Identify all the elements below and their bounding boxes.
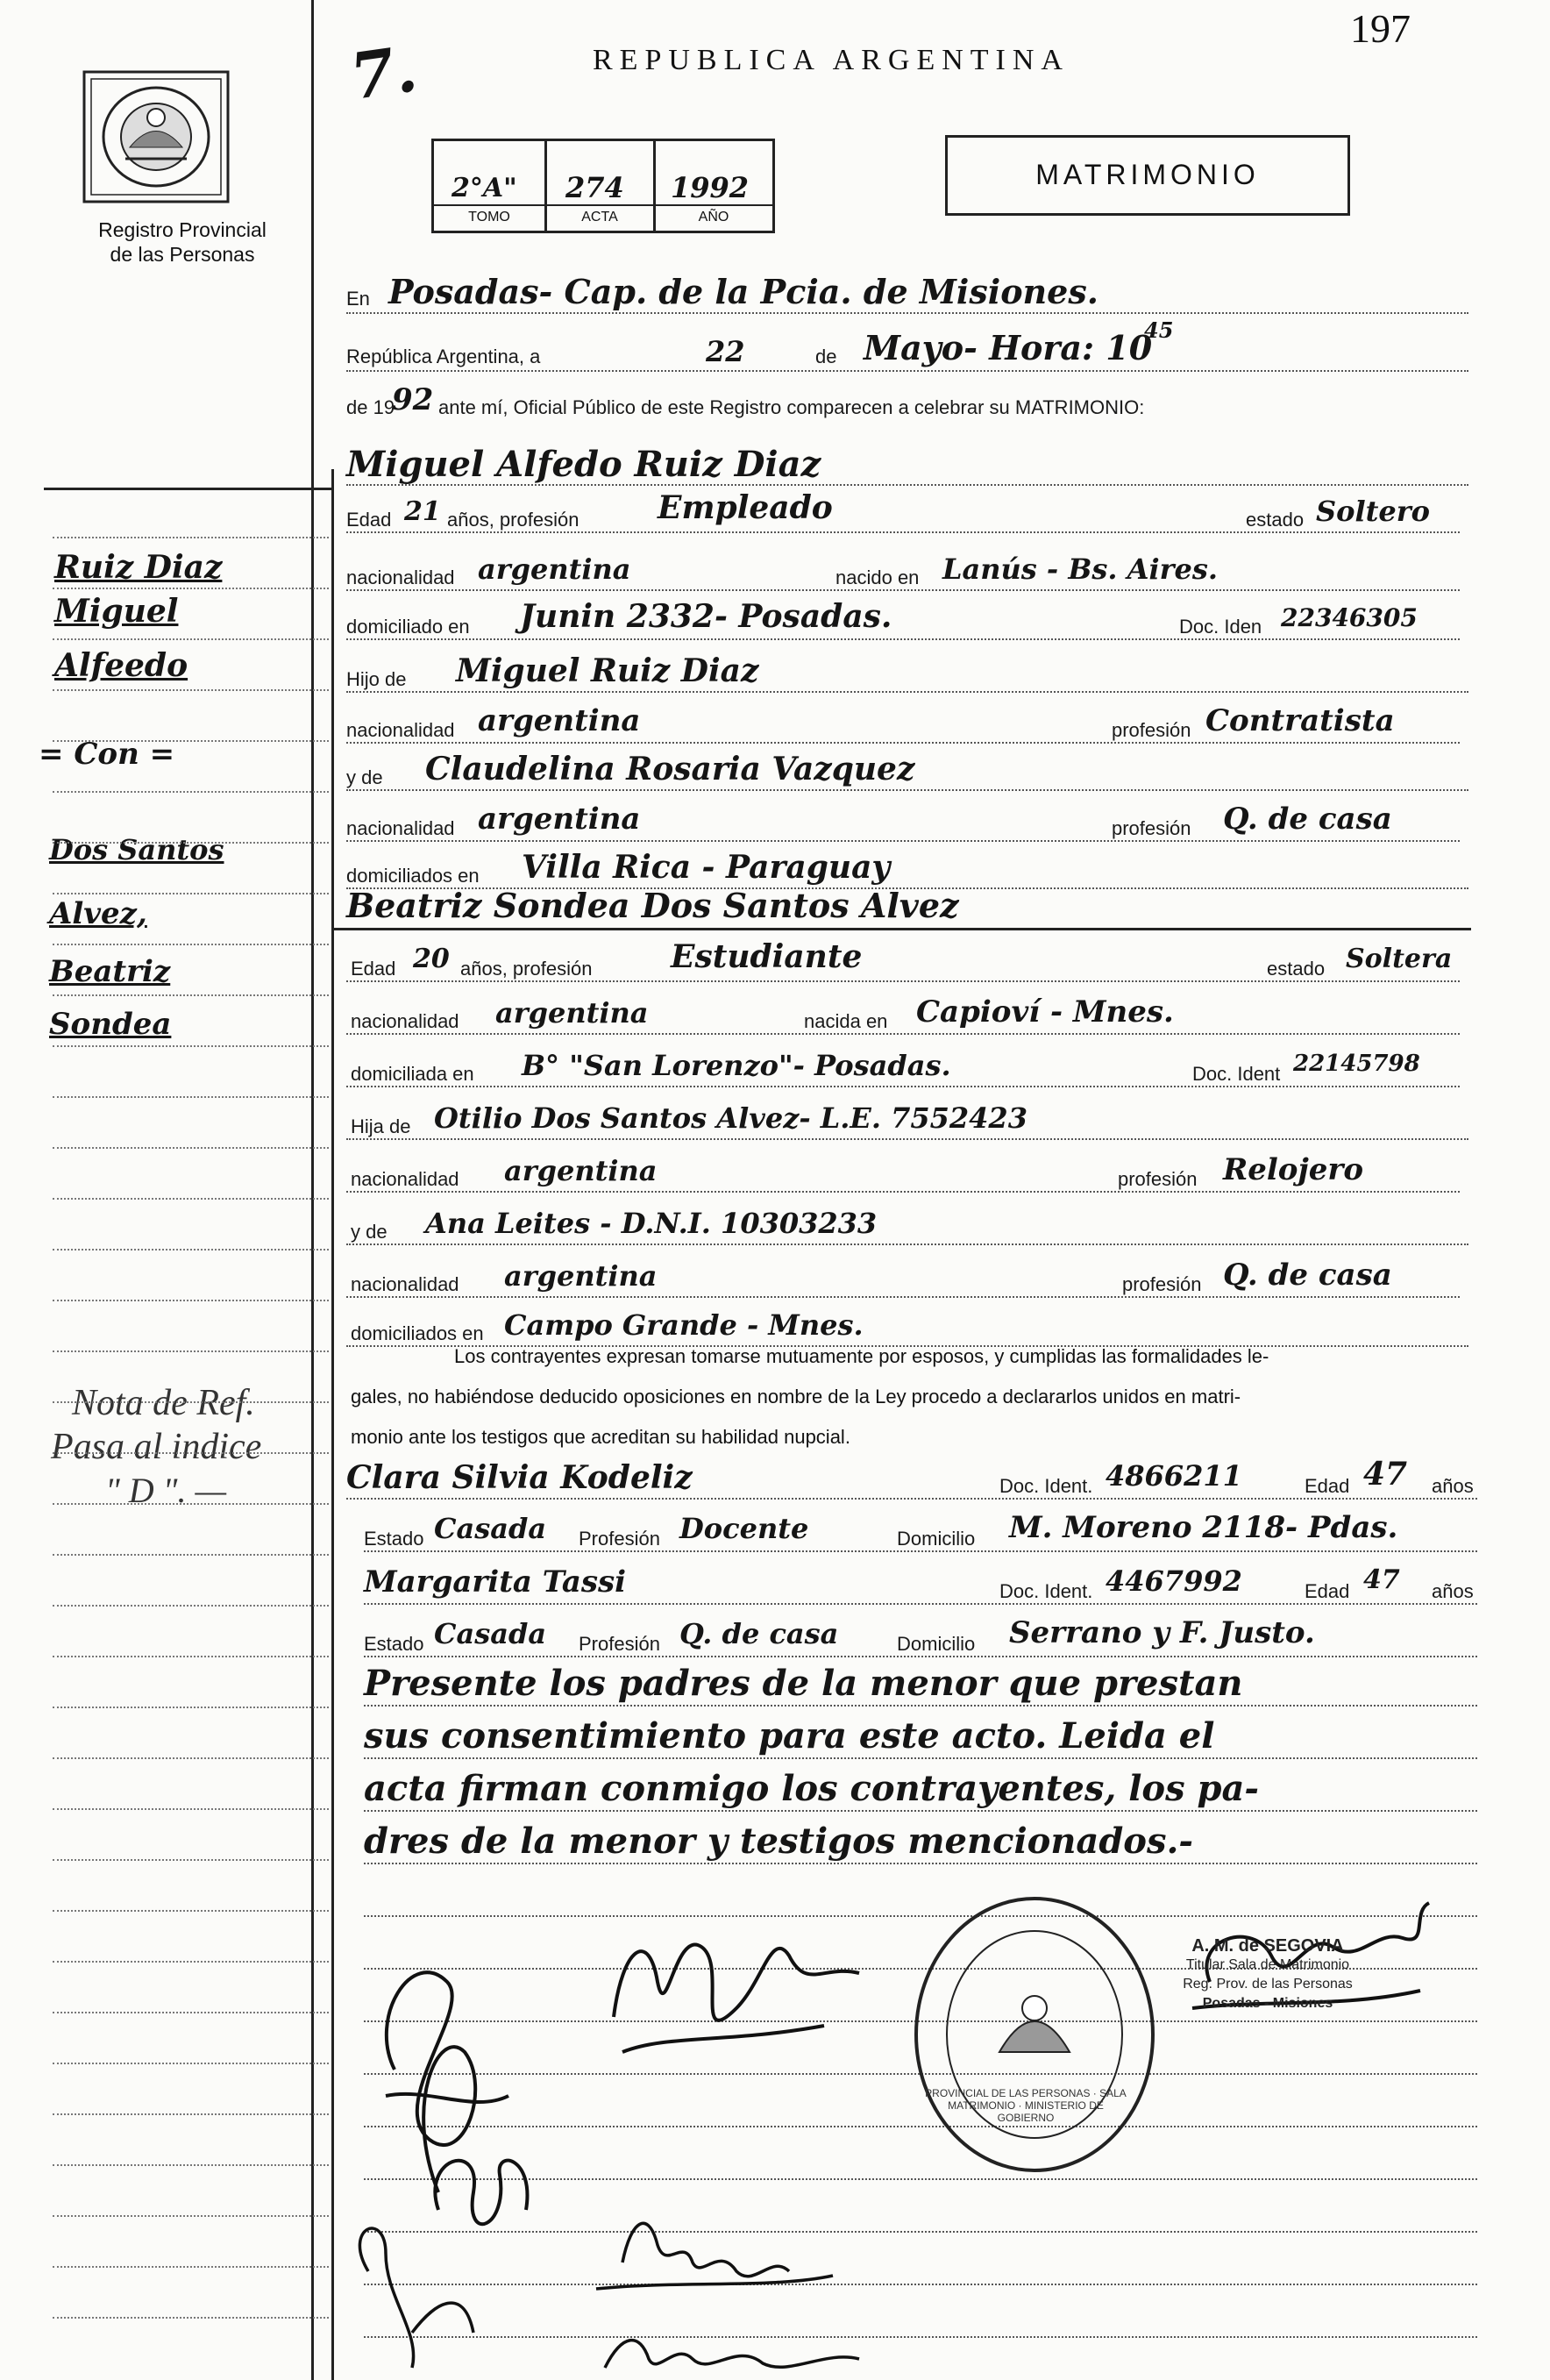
estado-label: estado — [1267, 958, 1326, 980]
margin-dotted-rule — [53, 2063, 329, 2064]
place-value: Posadas- Cap. de la Pcia. de Misiones. — [388, 272, 1099, 311]
margin-middlename-groom: Alfeedo — [54, 647, 188, 684]
groom-name-row — [346, 444, 1468, 486]
signature-groom — [386, 1972, 508, 2192]
declaration-line-2: gales, no habiéndose deducido oposiciones en nombre de la Ley procedo a declararlos unidos en matri- — [351, 1386, 1241, 1407]
official-stamp-text — [1092, 1936, 1443, 2013]
margin-dotted-rule — [53, 2215, 329, 2217]
nacionalidad-label: nacionalidad — [346, 719, 455, 741]
estado-label: Estado — [364, 1528, 424, 1550]
groom-age: 21 — [404, 496, 441, 527]
edad-label: Edad — [1305, 1475, 1350, 1497]
groom-father-nationality-row — [346, 703, 1460, 744]
margin-note-2: Pasa al indice — [51, 1427, 262, 1467]
official-office: Reg. Prov. de las Personas — [1183, 1977, 1353, 1992]
margin-dotted-rule — [53, 1503, 329, 1505]
hija-label: Hija de — [351, 1115, 411, 1137]
record-box — [431, 139, 775, 233]
witness-1-document: 4866211 — [1106, 1459, 1242, 1493]
groom-birthplace: Lanús - Bs. Aires. — [942, 552, 1219, 586]
margin-dotted-rule — [53, 2113, 329, 2115]
y-de-label: y de — [351, 1221, 388, 1243]
doc-label: Doc. Ident — [1192, 1063, 1281, 1085]
witness-1-marital-status: Casada — [434, 1512, 547, 1545]
bride-father-profession: Relojero — [1223, 1152, 1364, 1187]
estado-label: estado — [1246, 509, 1305, 531]
remark-line-1: Presente los padres de la menor que prestan — [364, 1663, 1243, 1704]
margin-dotted-rule — [53, 2266, 329, 2268]
witness-2-profession: Q. de casa — [679, 1617, 839, 1650]
margin-dotted-rule — [53, 1350, 329, 1352]
margin-dotted-rule — [53, 537, 329, 538]
witness-2-address: Serrano y F. Justo. — [1009, 1615, 1315, 1650]
bride-nationality-row — [346, 994, 1460, 1035]
signature-witness-1 — [596, 2223, 833, 2289]
margin-dotted-rule — [53, 740, 329, 742]
bride-nationality: argentina — [495, 996, 649, 1030]
margin-dotted-rule — [53, 1198, 329, 1200]
margin-surname-groom: Ruiz Diaz — [54, 549, 223, 586]
nacionalidad-label: nacionalidad — [351, 1273, 459, 1295]
profesion-label: profesión — [1118, 1168, 1198, 1190]
left-frame-line — [311, 0, 314, 2380]
intro-statement: ante mí, Oficial Público de este Registro comparecen a celebrar su MATRIMONIO: — [438, 396, 1145, 418]
doc-ident-label: Doc. Ident. — [999, 1580, 1093, 1602]
nacido-label: nacido en — [835, 566, 920, 588]
groom-mother-row — [346, 751, 1468, 791]
anos-label: años — [1432, 1475, 1474, 1497]
stamp-ring-text: PROVINCIAL DE LAS PERSONAS · SALA MATRIMONIO · MINISTERIO DE GOBIERNO — [925, 2087, 1127, 2124]
groom-nationality-row — [346, 554, 1460, 591]
witness-2-name: Margarita Tassi — [364, 1564, 627, 1600]
republica-label: República Argentina, a — [346, 346, 541, 367]
registry-label — [77, 217, 288, 267]
year-value: 92 — [392, 382, 434, 417]
bride-address-row — [346, 1051, 1460, 1087]
nacida-label: nacida en — [804, 1010, 888, 1032]
edad-label: Edad — [1305, 1580, 1350, 1602]
intro-place-row — [346, 272, 1468, 314]
margin-dotted-rule — [53, 1707, 329, 1708]
bride-mother-nationality-row — [346, 1258, 1460, 1298]
profesion-label: Profesión — [579, 1528, 660, 1550]
groom-mother-profession: Q. de casa — [1223, 802, 1392, 837]
ano-value: 1992 — [671, 171, 750, 204]
margin-dotted-rule — [53, 1605, 329, 1607]
margin-dotted-rule — [53, 1300, 329, 1301]
domiciliados-label: domiciliados en — [346, 865, 480, 887]
groom-address: Junin 2332- Posadas. — [520, 598, 892, 635]
margin-dotted-rule — [53, 1249, 329, 1251]
groom-marital-status: Soltero — [1316, 495, 1430, 528]
margin-dotted-rule — [53, 842, 329, 844]
groom-nationality: argentina — [478, 552, 631, 586]
margin-dotted-rule — [53, 1656, 329, 1657]
tomo-value: 2°A" — [451, 173, 517, 203]
groom-age-row — [346, 489, 1460, 533]
year-prefix: de 19 — [346, 396, 395, 418]
doc-label: Doc. Iden — [1179, 616, 1262, 638]
margin-dotted-rule — [53, 588, 329, 589]
margin-surname2-bride: Alvez, — [49, 896, 147, 931]
margin-dotted-rule — [53, 944, 329, 945]
act-type-box — [945, 135, 1350, 216]
margin-divider — [44, 488, 333, 490]
profesion-label: profesión — [1122, 1273, 1202, 1295]
bride-profession: Estudiante — [671, 938, 863, 975]
act-type: MATRIMONIO — [1035, 159, 1260, 190]
witness-1-profession: Docente — [679, 1512, 809, 1545]
official-name: A. M. de SEGOVIA — [1191, 1936, 1344, 1956]
groom-mother-nationality-row — [346, 802, 1460, 842]
domicilio-label: domiciliado en — [346, 616, 470, 638]
bride-birthplace: Capioví - Mnes. — [916, 994, 1174, 1030]
edad-label: Edad — [351, 958, 396, 980]
witness-2-marital-status: Casada — [434, 1617, 547, 1650]
groom-father-profession: Contratista — [1205, 703, 1395, 738]
profesion-label: Profesión — [579, 1633, 660, 1655]
domiciliados-label: domiciliados en — [351, 1322, 484, 1344]
nacionalidad-label: nacionalidad — [346, 817, 455, 839]
section-divider — [331, 928, 1471, 930]
margin-dotted-rule — [53, 1554, 329, 1556]
bride-document-number: 22145798 — [1293, 1051, 1420, 1077]
witness-1-name: Clara Silvia Kodeliz — [346, 1459, 693, 1496]
de-label: de — [815, 346, 837, 367]
hijo-label: Hijo de — [346, 668, 407, 690]
anos-label: años — [1432, 1580, 1474, 1602]
margin-note-3: " D ". — — [105, 1471, 227, 1510]
declaration-line-1: Los contrayentes expresan tomarse mutuamente por esposos, y cumplidas las formalidades le- — [454, 1345, 1269, 1367]
anos-profesion-label: años, profesión — [460, 958, 593, 980]
bride-parents-address: Campo Grande - Mnes. — [504, 1308, 864, 1342]
witness-1-details-row — [364, 1510, 1477, 1552]
time-minutes: 45 — [1144, 317, 1174, 343]
groom-parents-address: Villa Rica - Paraguay — [522, 849, 891, 886]
witness-1-address: M. Moreno 2118- Pdas. — [1009, 1510, 1398, 1545]
country-heading: REPUBLICA ARGENTINA — [593, 44, 1070, 76]
bride-name-row — [346, 886, 1468, 924]
remark-row-1 — [364, 1664, 1477, 1707]
domicilio-label: Domicilio — [897, 1528, 976, 1550]
groom-profession: Empleado — [658, 489, 833, 526]
registry-line-2: de las Personas — [110, 243, 255, 266]
acta-value: 274 — [565, 171, 624, 204]
profesion-label: profesión — [1112, 719, 1191, 741]
declaration-text — [351, 1336, 1473, 1457]
margin-dotted-rule — [53, 689, 329, 691]
margin-dotted-rule — [53, 2317, 329, 2319]
witness-2-document: 4467992 — [1106, 1564, 1242, 1598]
bride-marital-status: Soltera — [1346, 944, 1453, 974]
witness-2-details-row — [364, 1615, 1477, 1657]
witness-2-age: 47 — [1363, 1564, 1400, 1595]
official-location: Posadas - Misiones — [1202, 1996, 1333, 2011]
groom-address-row — [346, 598, 1460, 640]
bride-age: 20 — [413, 944, 450, 974]
margin-firstname-groom: Miguel — [54, 593, 179, 630]
margin-middlename-bride: Sondea — [49, 1007, 172, 1042]
page-number: 197 — [1350, 6, 1411, 51]
bride-mother-name: Ana Leites - D.N.I. 10303233 — [425, 1207, 878, 1240]
bride-address: B° "San Lorenzo"- Posadas. — [522, 1049, 951, 1082]
witness-1-age: 47 — [1363, 1456, 1408, 1493]
bride-father-nationality: argentina — [504, 1154, 658, 1187]
margin-note-1: Nota de Ref. — [72, 1383, 255, 1423]
margin-dotted-rule — [53, 1147, 329, 1149]
signature-mother — [359, 2228, 473, 2368]
acta-label: ACTA — [581, 210, 618, 224]
intro-year-row — [346, 382, 1468, 421]
bride-age-row — [346, 938, 1460, 982]
margin-dotted-rule — [53, 2164, 329, 2166]
anos-profesion-label: años, profesión — [447, 509, 579, 531]
margin-dotted-rule — [53, 1401, 329, 1403]
margin-dotted-rule — [53, 893, 329, 894]
groom-father-row — [346, 652, 1468, 693]
doc-ident-label: Doc. Ident. — [999, 1475, 1093, 1497]
estado-label: Estado — [364, 1633, 424, 1655]
profesion-label: profesión — [1112, 817, 1191, 839]
bride-father-name: Otilio Dos Santos Alvez- L.E. 7552423 — [434, 1101, 1027, 1135]
y-de-label: y de — [346, 766, 383, 788]
groom-document-number: 22346305 — [1281, 603, 1418, 632]
month-time-value: Mayo- Hora: 10 — [864, 328, 1153, 367]
remark-line-2: sus consentimiento para este acto. Leida el — [364, 1715, 1215, 1756]
margin-dotted-rule — [53, 1859, 329, 1861]
bride-mother-nationality: argentina — [504, 1259, 658, 1293]
day-value: 22 — [706, 335, 745, 368]
witness-2-row — [364, 1566, 1477, 1605]
margin-dotted-rule — [53, 2012, 329, 2013]
remark-row-4 — [364, 1822, 1477, 1864]
nacionalidad-label: nacionalidad — [351, 1168, 459, 1190]
margin-dotted-rule — [53, 638, 329, 640]
tomo-label: TOMO — [468, 210, 510, 224]
domicilio-label: Domicilio — [897, 1633, 976, 1655]
remark-line-3: acta firman conmigo los contrayentes, los pa- — [364, 1768, 1259, 1809]
groom-parents-address-row — [346, 849, 1468, 889]
registry-line-1: Registro Provincial — [98, 218, 267, 241]
bride-father-nationality-row — [346, 1152, 1460, 1193]
margin-dotted-rule — [53, 1757, 329, 1759]
bride-name: Beatriz Sondea Dos Santos Alvez — [346, 886, 959, 925]
declaration-line-3: monio ante los testigos que acreditan su habilidad nupcial. — [351, 1426, 850, 1448]
margin-dotted-rule — [53, 1961, 329, 1963]
margin-dotted-rule — [53, 1096, 329, 1098]
margin-dotted-rule — [53, 1910, 329, 1912]
signature-witness-2 — [605, 2341, 859, 2368]
margin-dotted-rule — [53, 1452, 329, 1454]
edad-label: Edad — [346, 509, 392, 531]
signature-bride — [614, 1945, 859, 2052]
margin-dotted-rule — [53, 791, 329, 793]
bride-mother-profession: Q. de casa — [1223, 1258, 1392, 1293]
groom-father-name: Miguel Ruiz Diaz — [456, 652, 759, 689]
witness-1-row — [346, 1456, 1477, 1500]
margin-dotted-rule — [53, 994, 329, 996]
nacionalidad-label: nacionalidad — [346, 566, 455, 588]
bride-mother-row — [346, 1208, 1468, 1245]
folio-mark: 7. — [345, 31, 422, 114]
remark-row-2 — [364, 1717, 1477, 1759]
intro-date-row — [346, 317, 1468, 372]
bride-father-row — [346, 1103, 1468, 1140]
groom-name: Miguel Alfedo Ruiz Diaz — [346, 444, 821, 485]
margin-con: = Con = — [39, 737, 175, 772]
margin-dotted-rule — [53, 1808, 329, 1810]
nacionalidad-label: nacionalidad — [351, 1010, 459, 1032]
groom-father-nationality: argentina — [478, 703, 641, 738]
remark-line-4: dres de la menor y testigos mencionados.- — [364, 1821, 1194, 1862]
margin-firstname-bride: Beatriz — [49, 954, 171, 989]
official-title: Titular Sala de Matrimonio — [1185, 1957, 1350, 1972]
provincial-emblem — [77, 67, 235, 207]
margin-dotted-rule — [53, 1045, 329, 1047]
domicilio-label: domiciliada en — [351, 1063, 474, 1085]
groom-mother-nationality: argentina — [478, 802, 641, 837]
margin-surname-bride: Dos Santos — [49, 833, 224, 866]
ano-label: AÑO — [698, 210, 729, 224]
signature-father — [435, 2161, 527, 2225]
groom-mother-name: Claudelina Rosaria Vazquez — [425, 751, 915, 787]
en-label: En — [346, 288, 370, 310]
remark-row-3 — [364, 1770, 1477, 1812]
